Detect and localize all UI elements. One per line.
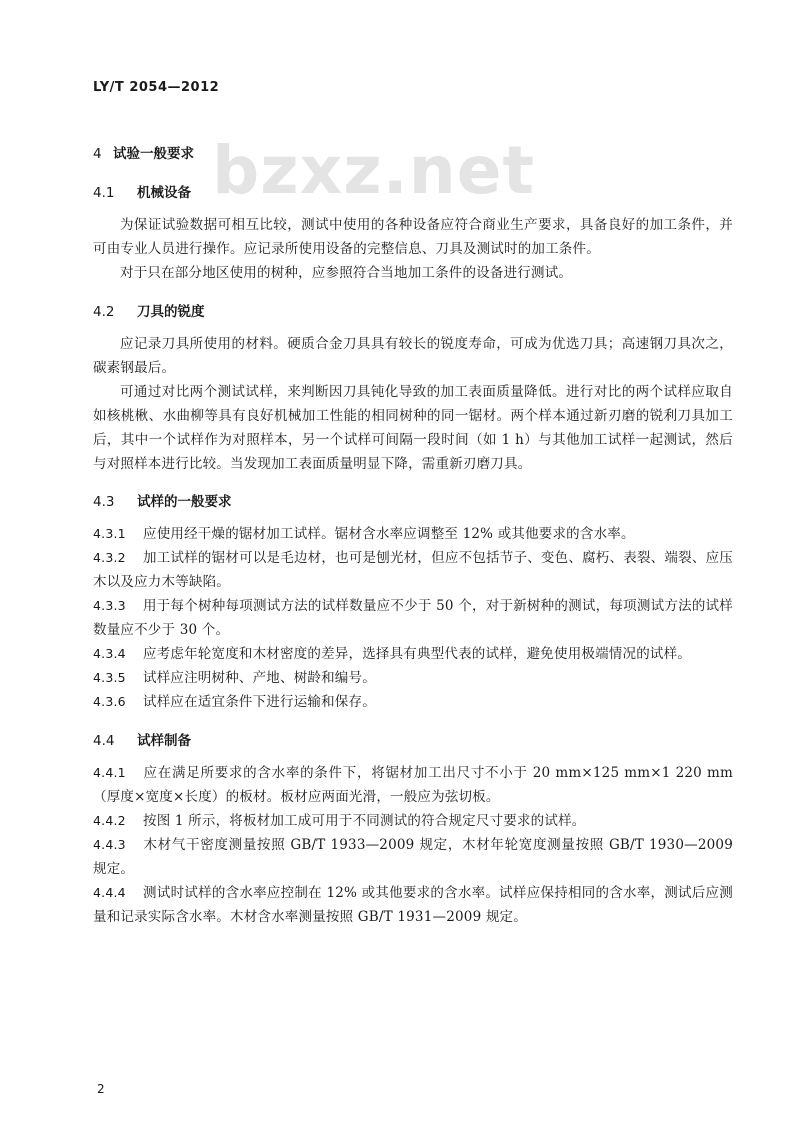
section-title: 试样的一般要求 [137,494,232,510]
clause-text: 按图 1 所示，将板材加工成可用于不同测试的符合规定尺寸要求的试样。 [143,813,586,829]
standard-code: LY/T 2054—2012 [93,80,220,95]
section-4-2-heading [93,300,205,320]
section-4-4-heading [93,729,191,749]
clause-number: 4.4.3 [93,837,126,852]
clause [93,666,733,690]
clause-number: 4.4.2 [93,813,126,828]
clause [93,881,733,929]
section-4-1-heading [93,181,191,201]
clause-number: 4.3.4 [93,646,126,661]
clause-text: 木材气干密度测量按照 GB/T 1933—2009 规定，木材年轮宽度测量按照 GB/T 1930—2009 规定。 [93,837,733,877]
watermark: bzxz.net [212,132,536,209]
paragraph: 为保证试验数据可相互比较，测试中使用的各种设备应符合商业生产要求，具备良好的加工条件，并可由专业人员进行操作。应记录所使用设备的完整信息、刀具及测试时的加工条件。 [93,217,733,257]
section-number: 4.1 [93,185,115,201]
section-title: 试样制备 [137,733,191,749]
clause [93,522,733,546]
clause-number: 4.3.5 [93,670,126,685]
clause [93,546,733,594]
clause-text: 试样应在适宜条件下进行运输和保存。 [143,694,376,710]
section-number: 4.3 [93,494,115,510]
section-title: 试验一般要求 [113,146,194,162]
section-number: 4.4 [93,733,115,749]
section-title: 刀具的锐度 [137,304,205,320]
section-number: 4 [93,146,102,162]
paragraph: 应记录刀具所使用的材料。硬质合金刀具具有较长的锐度寿命，可成为优选刀具；高速钢刀具次之，碳素钢最后。 [93,336,733,376]
clause-text: 用于每个树种每项测试方法的试样数量应不少于 50 个，对于新树种的测试，每项测试方法的试样数量应不少于 30 个。 [93,598,733,638]
paragraph: 可通过对比两个测试试样，来判断因刀具钝化导致的加工表面质量降低。进行对比的两个试样应取自如核桃楸、水曲柳等具有良好机械加工性能的相同树种的同一锯材。两个样本通过新刃磨的锐利刀具加工后，其中一个试样作为对照样本，另一个试样可间隔一段时间（如 1 h）与其他加工试样一起测试，然后与对照样本进行比较。当发现加工表面质量明显下降，需重新刃磨刀具。 [93,384,733,472]
clause-number: 4.4.1 [93,765,126,780]
section-4-heading [93,142,194,162]
clause [93,642,733,666]
clause [93,809,733,833]
clause-text: 加工试样的锯材可以是毛边材，也可是刨光材，但应不包括节子、变色、腐朽、表裂、端裂、应压木以及应力木等缺陷。 [93,550,733,590]
clause-number: 4.4.4 [93,885,126,900]
clause-number: 4.3.1 [93,526,126,541]
clause-text: 应在满足所要求的含水率的条件下，将锯材加工出尺寸不小于 20 mm×125 mm×1 220 mm（厚度×宽度×长度）的板材。板材应两面光滑，一般应为弦切板。 [93,765,733,805]
section-number: 4.2 [93,304,115,320]
clause-text: 测试时试样的含水率应控制在 12% 或其他要求的含水率。试样应保持相同的含水率，测试后应测量和记录实际含水率。木材含水率测量按照 GB/T 1931—2009 规定。 [93,885,733,925]
section-4-3-heading [93,490,232,510]
paragraph: 对于只在部分地区使用的树种，应参照符合当地加工条件的设备进行测试。 [120,265,573,281]
clause-text: 试样应注明树种、产地、树龄和编号。 [143,670,376,686]
page-number: 2 [97,1082,105,1096]
clause-text: 应使用经干燥的锯材加工试样。锯材含水率应调整至 12% 或其他要求的含水率。 [143,526,635,542]
clause-text: 应考虑年轮宽度和木材密度的差异，选择具有典型代表的试样，避免使用极端情况的试样。 [143,646,691,662]
clause [93,761,733,809]
section-title: 机械设备 [137,185,191,201]
clause [93,690,733,714]
clause-number: 4.3.6 [93,694,126,709]
clause-number: 4.3.3 [93,598,126,613]
clause-number: 4.3.2 [93,550,126,565]
clause [93,833,733,881]
clause [93,594,733,642]
